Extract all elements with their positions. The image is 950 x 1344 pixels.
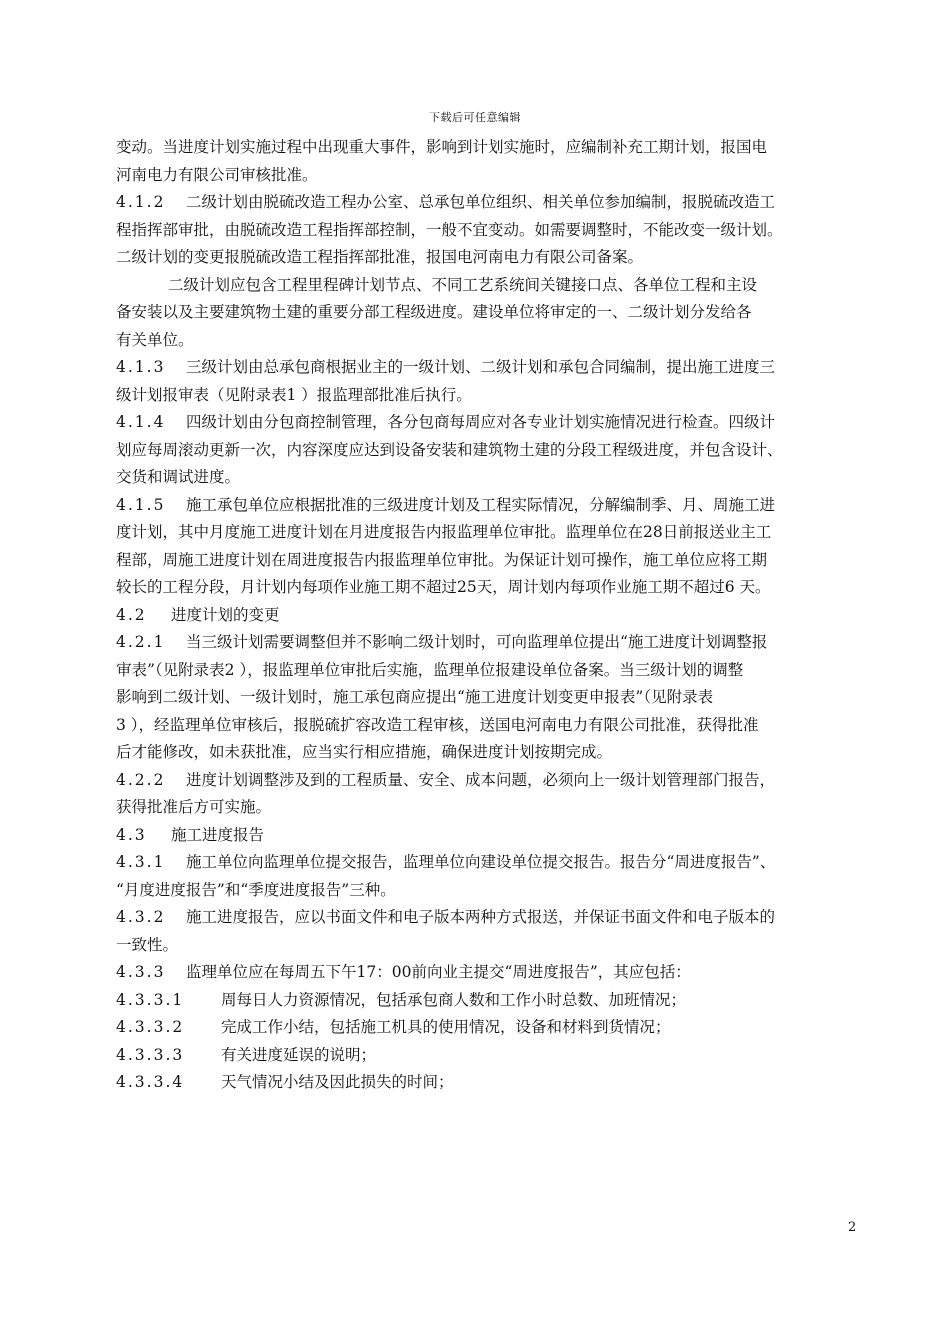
text-line [116, 464, 876, 492]
text-line [116, 904, 876, 932]
line-text: 变动。当进度计划实施过程中出现重大事件，影响到计划实施时，应编制补充工期计划，报国电 [116, 138, 768, 156]
page-number: 2 [848, 1220, 857, 1235]
text-line [116, 409, 876, 437]
line-text: 度计划，其中月度施工进度计划在月进度报告内报监理单位审批。监理单位在28日前报送业主工 [116, 523, 772, 541]
text-line [116, 629, 876, 657]
text-line [116, 684, 876, 712]
section-number: 4.3.2 [116, 908, 166, 926]
line-text: 二级计划由脱硫改造工程办公室、总承包单位组织、相关单位参加编制，报脱硫改造工 [186, 193, 776, 211]
text-line [116, 602, 876, 630]
line-text: 进度计划调整涉及到的工程质量、安全、成本问题，必须向上一级计划管理部门报告， [186, 770, 776, 789]
line-text: 监理单位应在每周五下午17：00前向业主提交“周进度报告”，其应包括： [186, 963, 691, 981]
line-text: 施工进度报告，应以书面文件和电子版本两种方式报送，并保证书面文件和电子版本的 [186, 908, 776, 926]
text-line [116, 217, 876, 245]
section-number: 4.3.3.4 [116, 1073, 185, 1091]
line-text: 划应每周滚动更新一次，内容深度应达到设备安装和建筑物土建的分段工程级进度，并包含设计、 [116, 440, 783, 459]
text-line [116, 739, 876, 767]
text-line [116, 272, 876, 300]
text-line [116, 134, 876, 162]
text-line [116, 1042, 876, 1070]
section-number: 4.3 [116, 825, 147, 844]
line-text: 三级计划由总承包商根据业主的一级计划、二级计划和承包合同编制，提出施工进度三 [186, 358, 776, 376]
text-line [116, 299, 876, 327]
text-line [116, 574, 876, 602]
text-line [116, 437, 876, 465]
text-line [116, 932, 876, 960]
line-text: 施工进度报告 [171, 825, 265, 844]
line-text: 天气情况小结及因此损失的时间； [221, 1073, 454, 1091]
text-line [116, 1014, 876, 1042]
text-line [116, 712, 876, 740]
line-text: 审表”（见附录表2 ），报监理单位审批后实施，监理单位报建设单位备案。当三级计划的调整 [116, 660, 744, 679]
text-line [116, 794, 876, 822]
line-text: 3 ），经监理单位审核后，报脱硫扩容改造工程审核，送国电河南电力有限公司批准，获得批准 [116, 715, 759, 734]
line-text: 当三级计划需要调整但并不影响二级计划时，可向监理单位提出“施工进度计划调整报 [186, 633, 768, 651]
line-text: 后才能修改，如未获批准，应当实行相应措施，确保进度计划按期完成。 [116, 743, 613, 761]
line-text: 程部，周施工进度计划在周进度报告内报监理单位审批。为保证计划可操作，施工单位应将工期 [116, 550, 768, 569]
line-text: 二级计划的变更报脱硫改造工程指挥部批准，报国电河南电力有限公司备案。 [116, 248, 644, 266]
line-text: 程指挥部审批，由脱硫改造工程指挥部控制，一般不宜变动。如需要调整时，不能改变一级计划。 [116, 220, 783, 239]
text-line [116, 1069, 876, 1097]
line-text: 有关单位。 [116, 330, 194, 349]
text-line [116, 822, 876, 850]
section-number: 4.1.3 [116, 358, 166, 376]
text-line [116, 162, 876, 190]
section-number: 4.3.1 [116, 853, 166, 871]
text-line [116, 354, 876, 382]
section-number: 4.1.2 [116, 193, 166, 211]
text-line [116, 547, 876, 575]
line-text: 二级计划应包含工程里程碑计划节点、不同工艺系统间关键接口点、各单位工程和主设 [168, 275, 758, 294]
text-line [116, 987, 876, 1015]
line-text: 获得批准后方可实施。 [116, 798, 272, 816]
section-number: 4.3.3 [116, 963, 166, 981]
line-text: 完成工作小结，包括施工机具的使用情况，设备和材料到货情况； [221, 1018, 671, 1036]
line-text: 河南电力有限公司审核批准。 [116, 165, 318, 184]
line-text: 施工单位向监理单位提交报告，监理单位向建设单位提交报告。报告分“周进度报告”、 [186, 853, 776, 871]
text-line [116, 959, 876, 987]
text-line [116, 767, 876, 795]
section-number: 4.1.4 [116, 413, 166, 431]
line-text: 较长的工程分段，月计划内每项作业施工期不超过25天，周计划内每项作业施工期不超过6 天。 [116, 578, 771, 596]
text-line [116, 519, 876, 547]
line-text: 周每日人力资源情况，包括承包商人数和工作小时总数、加班情况； [221, 990, 687, 1009]
line-text: “月度进度报告”和“季度进度报告”三种。 [116, 880, 396, 899]
section-number: 4.3.3.1 [116, 990, 185, 1009]
line-text: 一致性。 [116, 935, 179, 954]
section-number: 4.2.1 [116, 633, 166, 651]
section-number: 4.2 [116, 605, 147, 624]
line-text: 交货和调试进度。 [116, 468, 241, 486]
line-text: 级计划报审表（见附录表1 ）报监理部批准后执行。 [116, 385, 472, 404]
line-text: 影响到二级计划、一级计划时，施工承包商应提出“施工进度计划变更申报表”（见附录表 [116, 688, 714, 706]
line-text: 进度计划的变更 [171, 605, 280, 624]
text-line [116, 492, 876, 520]
line-text: 有关进度延误的说明； [221, 1045, 377, 1064]
line-text: 施工承包单位应根据批准的三级进度计划及工程实际情况，分解编制季、月、周施工进 [186, 495, 776, 514]
text-line [116, 244, 876, 272]
line-text: 四级计划由分包商控制管理，各分包商每周应对各专业计划实施情况进行检查。四级计 [186, 413, 776, 431]
page-header: 下载后可任意编辑 [429, 111, 521, 124]
section-number: 4.3.3.3 [116, 1045, 185, 1064]
text-line [116, 657, 876, 685]
text-line [116, 877, 876, 905]
text-line [116, 849, 876, 877]
text-line [116, 189, 876, 217]
document-body [116, 134, 876, 1097]
line-text: 备安装以及主要建筑物土建的重要分部工程级进度。建设单位将审定的一、二级计划分发给各 [116, 303, 752, 321]
text-line [116, 382, 876, 410]
section-number: 4.3.3.2 [116, 1018, 185, 1036]
section-number: 4.2.2 [116, 770, 166, 789]
text-line [116, 327, 876, 355]
section-number: 4.1.5 [116, 495, 166, 514]
